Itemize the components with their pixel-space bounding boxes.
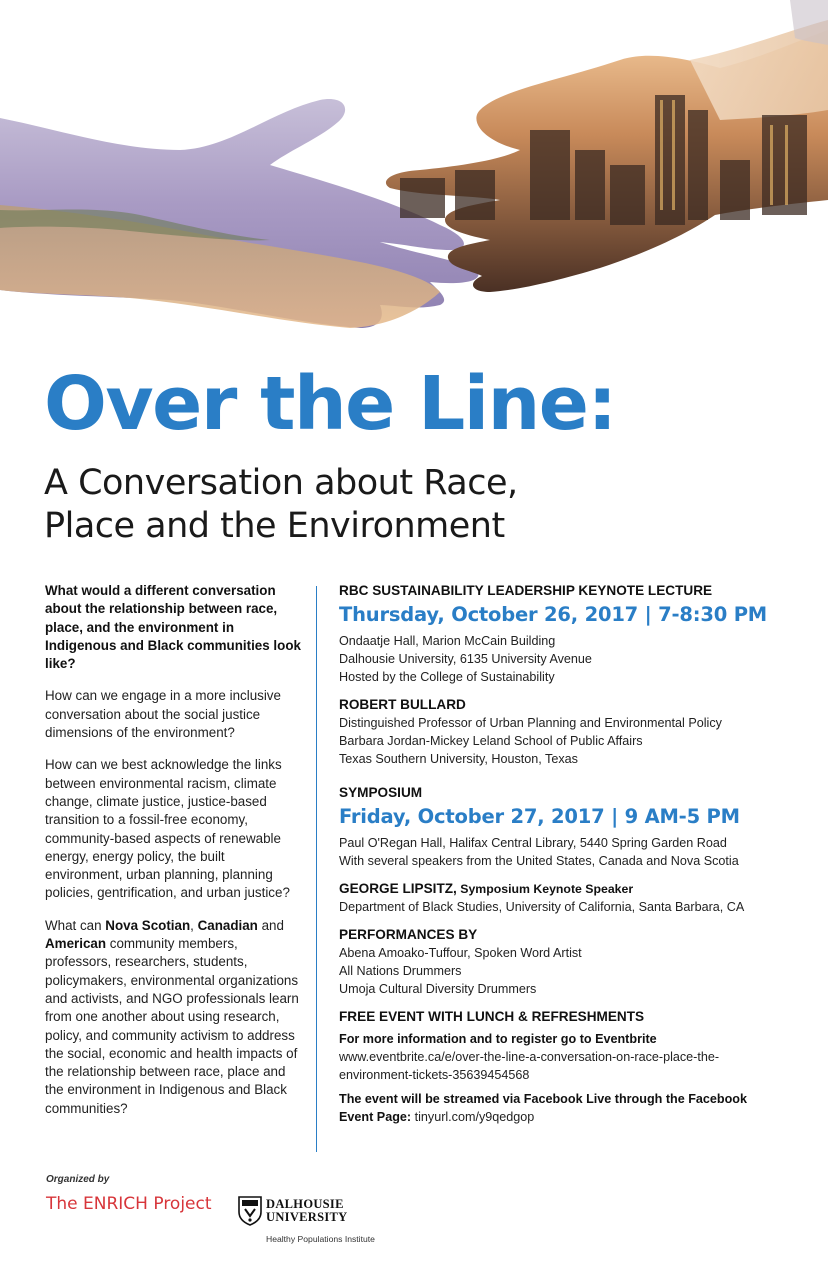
stream-info: The event will be streamed via Facebook Live through the Facebook bbox=[339, 1092, 747, 1106]
symposium-dept: Department of Black Studies, University of California, Santa Barbara, CA bbox=[339, 900, 745, 914]
keynote-venue-2: Dalhousie University, 6135 University Avenue bbox=[339, 652, 592, 666]
column-divider bbox=[316, 586, 317, 1152]
event-details bbox=[339, 582, 809, 1126]
intro-question-2: How can we engage in a more inclusive conversation about the social justice dimensions of the environment? bbox=[45, 688, 281, 741]
subtitle-line-1: A Conversation about Race, bbox=[44, 463, 518, 503]
hero-hands-image bbox=[0, 0, 828, 340]
symposium-venue-1: Paul O'Regan Hall, Halifax Central Library, 5440 Spring Garden Road bbox=[339, 836, 727, 850]
healthy-populations-institute: Healthy Populations Institute bbox=[266, 1234, 375, 1244]
keynote-role-3: Texas Southern University, Houston, Texas bbox=[339, 752, 578, 766]
intro-question-4: What can Nova Scotian, Canadian and American community members, professors, researchers, students, policymakers, environmental organizations and activists, and NGO professionals learn from one another about using research, policy, and community activism to address the social, economic and health impacts of the relationship between race, place and the environment in Indigenous and Black communities? bbox=[45, 917, 299, 1116]
performer-1: Abena Amoako-Tuffour, Spoken Word Artist bbox=[339, 946, 582, 960]
keynote-role-2: Barbara Jordan-Mickey Leland School of Public Affairs bbox=[339, 734, 643, 748]
symposium-speaker: GEORGE LIPSITZ, Symposium Keynote Speaker bbox=[339, 881, 634, 896]
keynote-date: Thursday, October 26, 2017 | 7-8:30 PM bbox=[339, 603, 767, 626]
subtitle-line-2: Place and the Environment bbox=[44, 506, 505, 546]
symposium-venue-2: With several speakers from the United States, Canada and Nova Scotia bbox=[339, 854, 739, 868]
free-event-heading: FREE EVENT WITH LUNCH & REFRESHMENTS bbox=[339, 1009, 645, 1024]
dalhousie-line-1: DALHOUSIE bbox=[266, 1197, 344, 1211]
intro-questions bbox=[45, 582, 303, 1132]
enrich-project-logo: The ENRICH Project bbox=[46, 1194, 212, 1214]
page-subtitle bbox=[44, 462, 764, 548]
dalhousie-line-2: UNIVERSITY bbox=[266, 1210, 348, 1224]
dalhousie-shield-icon bbox=[238, 1196, 262, 1226]
event-page-link[interactable]: tinyurl.com/y9qedgop bbox=[411, 1110, 535, 1124]
intro-question-3: How can we best acknowledge the links between environmental racism, climate change, climate justice, justice-based transition to a fossil-free economy, community-based aspects of renewable energy, energy policy, the built environment, urban planning, planning policies, gentrification, and urban justice? bbox=[45, 757, 290, 901]
eventbrite-link-1[interactable]: www.eventbrite.ca/e/over-the-line-a-conversation-on-race-place-the- bbox=[339, 1050, 720, 1064]
performer-3: Umoja Cultural Diversity Drummers bbox=[339, 982, 537, 996]
page-title: Over the Line: bbox=[44, 361, 616, 447]
performer-2: All Nations Drummers bbox=[339, 964, 462, 978]
dalhousie-logo bbox=[238, 1196, 438, 1246]
keynote-heading: RBC SUSTAINABILITY LEADERSHIP KEYNOTE LECTURE bbox=[339, 583, 713, 598]
keynote-venue-3: Hosted by the College of Sustainability bbox=[339, 670, 555, 684]
symposium-date: Friday, October 27, 2017 | 9 AM-5 PM bbox=[339, 805, 740, 828]
organized-by-label: Organized by bbox=[46, 1174, 110, 1185]
event-page: Event Page: tinyurl.com/y9qedgop bbox=[339, 1110, 535, 1124]
register-info: For more information and to register go to Eventbrite bbox=[339, 1032, 657, 1046]
keynote-role-1: Distinguished Professor of Urban Planning and Environmental Policy bbox=[339, 716, 722, 730]
keynote-speaker: ROBERT BULLARD bbox=[339, 697, 466, 712]
eventbrite-link-2[interactable]: environment-tickets-35639454568 bbox=[339, 1068, 530, 1082]
intro-question-1: What would a different conversation about the relationship between race, place, and the environment in Indigenous and Black communities look like? bbox=[45, 583, 301, 672]
keynote-venue-1: Ondaatje Hall, Marion McCain Building bbox=[339, 634, 556, 648]
symposium-heading: SYMPOSIUM bbox=[339, 785, 423, 800]
performances-heading: PERFORMANCES BY bbox=[339, 927, 478, 942]
